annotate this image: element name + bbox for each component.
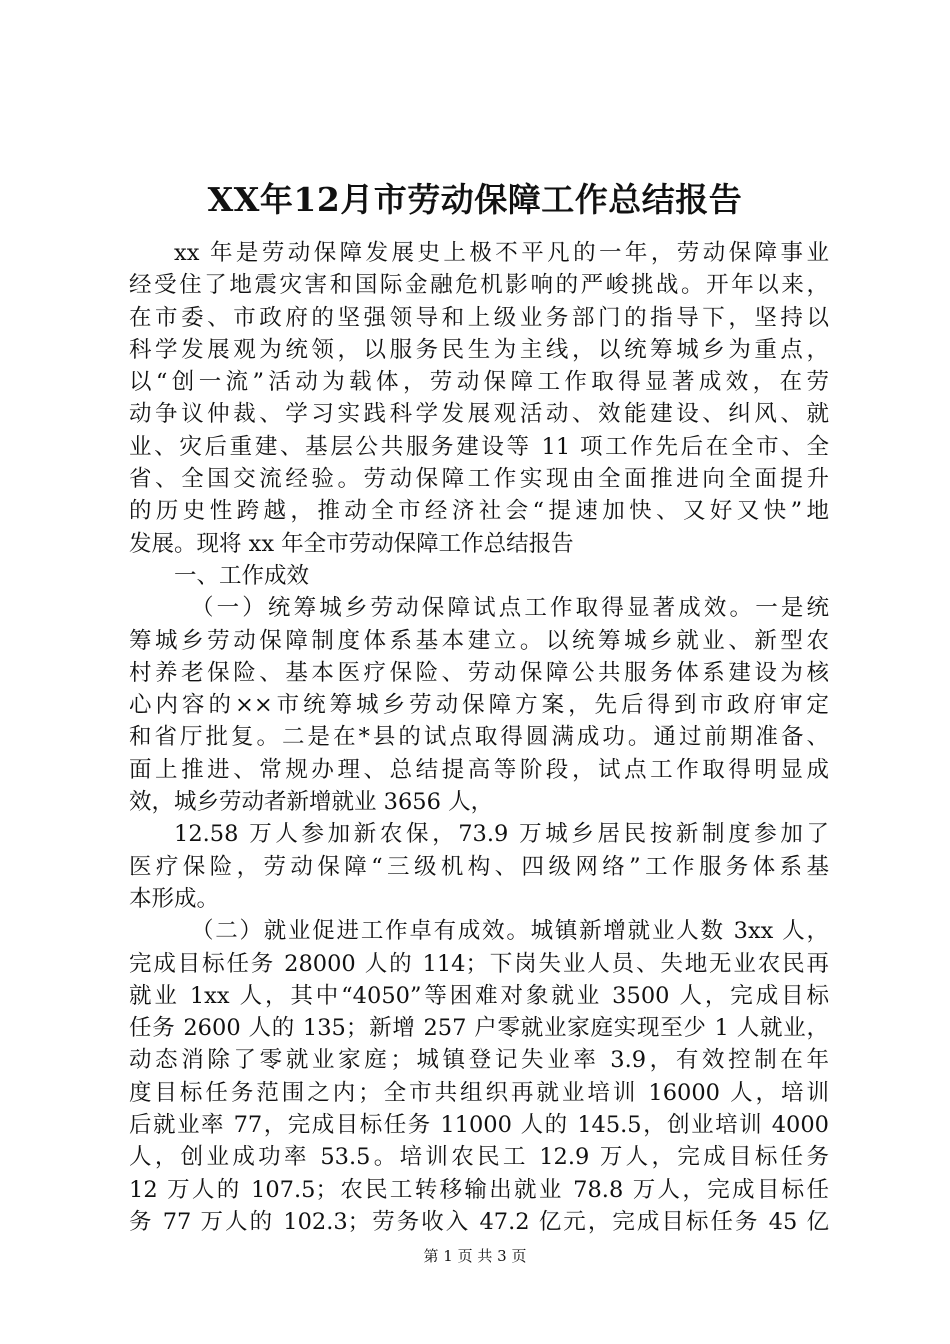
body-line: 筹城乡劳动保障制度体系基本建立。以统筹城乡就业、新型农: [129, 627, 829, 654]
page-number-footer: 第 1 页 共 3 页: [423, 1247, 527, 1265]
body-line: 效，城乡劳动者新增就业 3656 人，: [129, 789, 494, 816]
body-line: 医疗保险，劳动保障“三级机构、四级网络”工作服务体系基: [129, 853, 829, 880]
body-line: 心内容的××市统筹城乡劳动保障方案，先后得到市政府审定: [129, 692, 829, 719]
body-line: 省、全国交流经验。劳动保障工作实现由全面推进向全面提升: [129, 466, 829, 493]
body-line: 务 77 万人的 102.3；劳务收入 47.2 亿元，完成目标任务 45 亿: [129, 1208, 829, 1235]
body-line: 人，创业成功率 53.5。培训农民工 12.9 万人，完成目标任务: [129, 1144, 829, 1171]
body-line: 的历史性跨越，推动全市经济社会“提速加快、又好又快”地: [129, 498, 829, 525]
body-line: 任务 2600 人的 135；新增 257 户零就业家庭实现至少 1 人就业，: [129, 1015, 829, 1042]
body-line: 后就业率 77，完成目标任务 11000 人的 145.5，创业培训 4000: [129, 1112, 829, 1139]
body-line: 完成目标任务 28000 人的 114；下岗失业人员、失地无业农民再: [129, 950, 829, 977]
body-line: （一）统筹城乡劳动保障试点工作取得显著成效。一是统: [191, 595, 829, 622]
body-line: 在市委、市政府的坚强领导和上级业务部门的指导下，坚持以: [129, 304, 829, 331]
body-line: 12 万人的 107.5；农民工转移输出就业 78.8 万人，完成目标任: [129, 1176, 829, 1203]
document-body: [129, 237, 829, 1238]
document-title: XX年12月市劳动保障工作总结报告: [207, 180, 743, 219]
body-line: 村养老保险、基本医疗保险、劳动保障公共服务体系建设为核: [129, 659, 829, 686]
body-line: 12.58 万人参加新农保，73.9 万城乡居民按新制度参加了: [174, 821, 829, 848]
body-line: 动争议仲裁、学习实践科学发展观活动、效能建设、纠风、就: [129, 401, 829, 428]
section-heading: 一、工作成效: [174, 562, 310, 589]
body-line: 业、灾后重建、基层公共服务建设等 11 项工作先后在全市、全: [129, 433, 829, 460]
body-line: 就业 1xx 人，其中“4050”等困难对象就业 3500 人，完成目标: [129, 982, 829, 1009]
body-line: 以“创一流”活动为载体，劳动保障工作取得显著成效，在劳: [129, 369, 829, 396]
body-line: （二）就业促进工作卓有成效。城镇新增就业人数 3xx 人，: [191, 918, 829, 945]
body-line: 经受住了地震灾害和国际金融危机影响的严峻挑战。开年以来，: [129, 272, 829, 299]
body-line: 发展。现将 xx 年全市劳动保障工作总结报告: [129, 530, 574, 557]
body-line: xx 年是劳动保障发展史上极不平凡的一年，劳动保障事业: [174, 240, 829, 266]
body-line: 和省厅批复。二是在*县的试点取得圆满成功。通过前期准备、: [129, 724, 829, 751]
body-line: 度目标任务范围之内；全市共组织再就业培训 16000 人，培训: [129, 1079, 829, 1106]
body-line: 本形成。: [129, 885, 220, 912]
body-line: 动态消除了零就业家庭；城镇登记失业率 3.9，有效控制在年: [129, 1047, 829, 1074]
body-line: 面上推进、常规办理、总结提高等阶段，试点工作取得明显成: [129, 756, 829, 783]
body-line: 科学发展观为统领，以服务民生为主线，以统筹城乡为重点，: [129, 336, 829, 363]
